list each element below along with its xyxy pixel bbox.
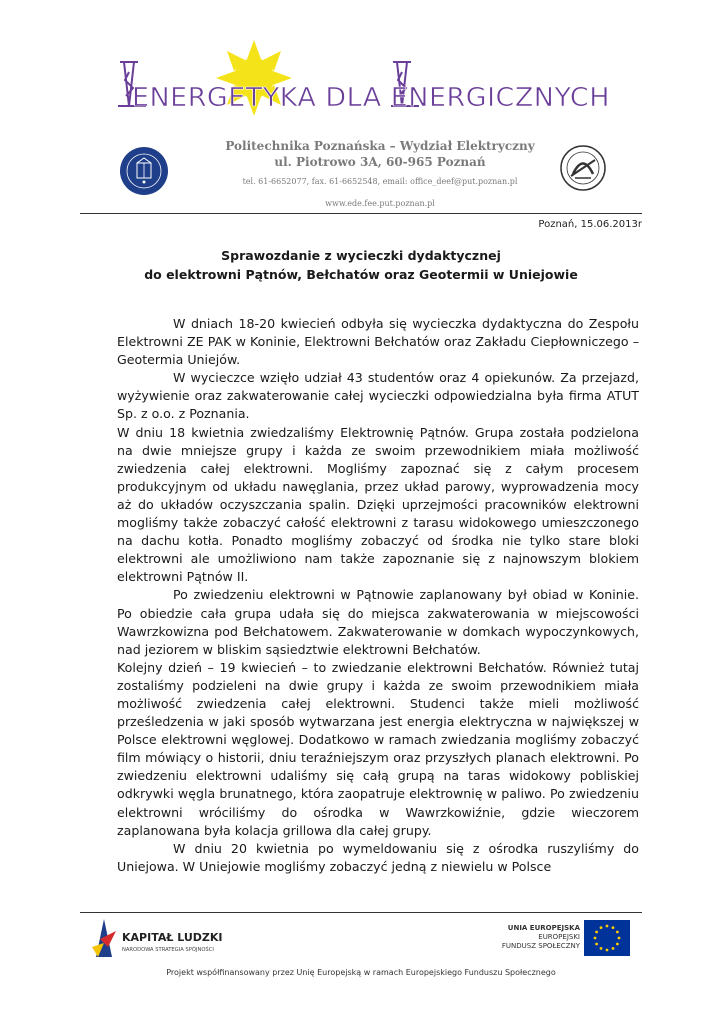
header-divider: [80, 213, 642, 214]
org-name: Politechnika Poznańska – Wydział Elektryczny: [225, 139, 535, 153]
report-body: [117, 315, 639, 876]
paragraph: W dniu 18 kwietnia zwiedzaliśmy Elektrownię Pątnów. Grupa została podzielona na dwie mniejsze grupy i każda ze swoim przewodnikiem miała możliwość zwiedzenia całej elektrowni. Mogliśmy zapoznać się z całym procesem produkcyjnym od układu nawęglania, przez układ parowy, wyprowadzenia mocy aż do układów oczyszczania spalin. Dzięki uprzejmości pracowników elektrowni mogliśmy także zobaczyć całość elektrowni z tarasu widokowego umieszczonego na dachu kotła. Ponadto mogliśmy zobaczyć od środka nie tylko stare bloki elektrowni ale umożliwiono nam także zapoznanie się z najnowszym blokiem elektrowni Pątnów II.: [117, 424, 639, 585]
logo-text: ENERGETYKA DLA ENERGICZNYCH: [132, 83, 610, 113]
eu-sub1: EUROPEJSKI: [538, 933, 580, 941]
paragraph: Kolejny dzień – 19 kwiecień – to zwiedzanie elektrowni Bełchatów. Również tutaj zostaliśmy podzieleni na dwie grupy i każda ze swoim przewodnikiem miała możliwość zwiedzenia całej elektrowni. Studenci także mieli możliwość prześledzenia w jaki sposób wytwarzana jest energia elektryczna w największej w Polsce elektrowni węglowej. Dodatkowo w ramach zwiedzania mogliśmy zobaczyć film mówiący o historii, dniu teraźniejszym oraz przyszłych planach elektrowni. Po zwiedzeniu elektrowni udaliśmy się całą grupą na taras widokowy pobliskiej odkrywki węgla brunatnego, która zaopatruje elektrownię w paliwo. Po zwiedzeniu elektrowni wróciliśmy do ośrodka w Wawrzkowiźnie, gdzie wieczorem zaplanowana była kolacja grillowa dla całej grupy.: [117, 659, 639, 838]
paragraph: Po zwiedzeniu elektrowni w Pątnowie zaplanowany był obiad w Koninie. Po obiedzie cała grupa udała się do miejsca zakwaterowania w miejscowości Wawrzkowizna pod Bełchatowem. Zakwaterowanie w domkach wypoczynkowych, nad jeziorem w bliskim sąsiedztwie elektrowni Bełchatów.: [117, 587, 639, 657]
energetyka-logo: [116, 40, 616, 120]
kapital-ludzki-icon: [92, 919, 116, 957]
eu-sub2: FUNDUSZ SPOŁECZNY: [501, 942, 580, 950]
org-contact: tel. 61-6652077, fax. 61-6652548, email: office_deef@put.poznan.pl: [242, 177, 518, 186]
title-line-1: Sprawozdanie z wycieczki dydaktycznej: [221, 248, 501, 263]
org-web: www.ede.fee.put.poznan.pl: [325, 199, 435, 208]
footer-divider: [80, 912, 642, 913]
title-line-2: do elektrowni Pątnów, Bełchatów oraz Geotermii w Uniejowie: [144, 267, 578, 282]
faculty-seal-icon: [560, 145, 606, 191]
organization-info: [190, 138, 570, 209]
paragraph: W wycieczce wzięło udział 43 studentów oraz 4 opiekunów. Za przejazd, wyżywienie oraz zakwaterowanie całej wycieczki odpowiedzialna była firma ATUT Sp. z o.o. z Poznania.: [117, 370, 639, 422]
document-date: Poznań, 15.06.2013r: [538, 219, 642, 230]
paragraph: W dniu 20 kwietnia po wymeldowaniu się z ośrodka ruszyliśmy do Uniejowa. W Uniejowie mogliśmy zobaczyć jedną z niewielu w Polsce: [117, 840, 639, 874]
eu-label: [470, 924, 580, 951]
eu-title: UNIA EUROPEJSKA: [507, 924, 580, 932]
eu-flag-icon: [584, 920, 630, 956]
footer-note: Projekt współfinansowany przez Unię Europejską w ramach Europejskiego Funduszu Społecznego: [166, 968, 556, 977]
kapital-ludzki-logo: [90, 917, 240, 963]
paragraph: W dniach 18-20 kwiecień odbyła się wycieczka dydaktyczna do Zespołu Elektrowni ZE PAK w Koninie, Elektrowni Bełchatów oraz Zakładu Ciepłowniczego – Geotermia Uniejów.: [117, 316, 639, 368]
university-seal-icon: [119, 146, 169, 196]
kl-title: KAPITAŁ LUDZKI: [122, 931, 223, 944]
org-address: ul. Piotrowo 3A, 60-965 Poznań: [274, 155, 486, 169]
document-title: [80, 246, 642, 284]
kl-subtitle: NARODOWA STRATEGIA SPÓJNOŚCI: [122, 947, 214, 953]
